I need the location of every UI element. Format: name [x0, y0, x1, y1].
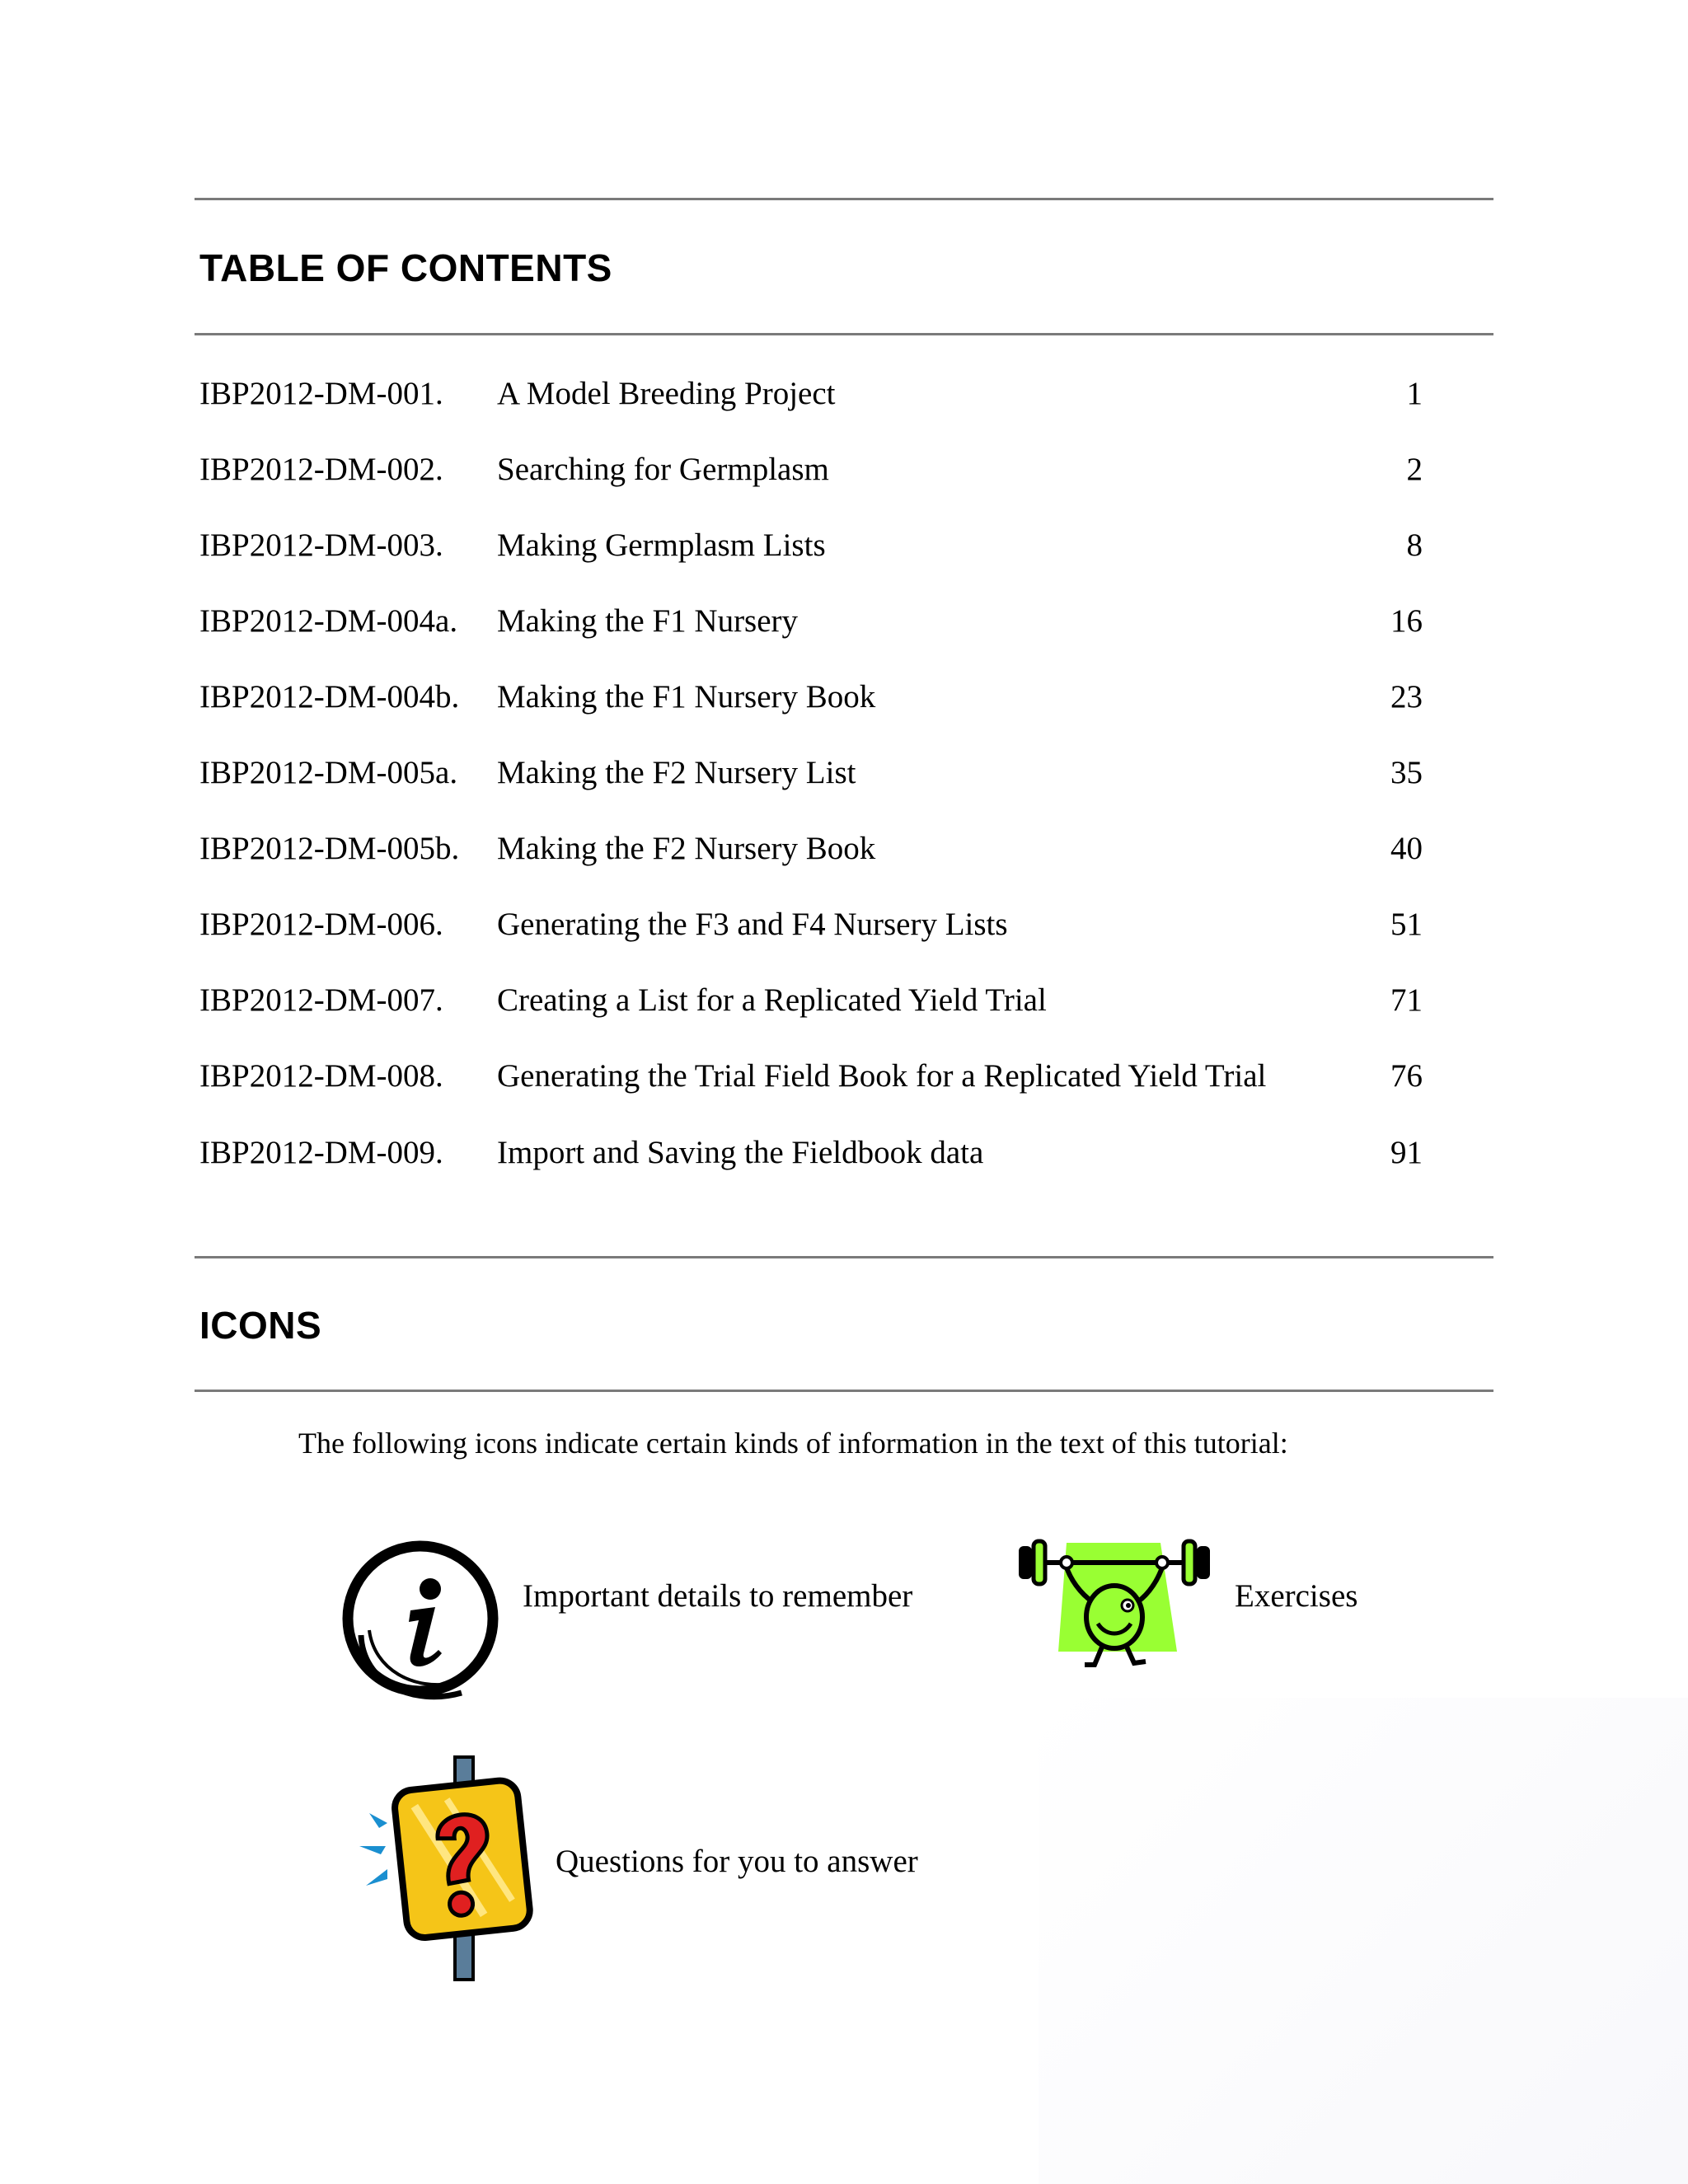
toc-entry-title: Creating a List for a Replicated Yield Trial [497, 982, 1047, 1018]
icons-intro: The following icons indicate certain kinds of information in the text of this tutorial: [298, 1427, 1288, 1460]
toc-entry[interactable] [0, 976, 1688, 1025]
background-shade [1039, 1698, 1688, 2184]
weightlifter-icon [1015, 1535, 1213, 1675]
toc-entry-code: IBP2012-DM-001. [199, 376, 443, 411]
question-sign-icon [354, 1754, 536, 1985]
toc-heading-rule [195, 333, 1493, 335]
info-icon [338, 1538, 503, 1707]
toc-entry-code: IBP2012-DM-005b. [199, 831, 460, 866]
toc-entry-code: IBP2012-DM-008. [199, 1058, 443, 1094]
toc-entry-code: IBP2012-DM-009. [199, 1135, 443, 1170]
toc-entry[interactable] [0, 900, 1688, 949]
toc-entry[interactable] [0, 673, 1688, 722]
toc-entry[interactable] [0, 1052, 1688, 1101]
toc-entry-title: Generating the Trial Field Book for a Replicated Yield Trial [497, 1058, 1267, 1094]
toc-entry-page: 51 [1390, 907, 1423, 942]
toc-entry-page: 8 [1406, 527, 1423, 563]
toc-entry-page: 23 [1390, 679, 1423, 715]
top-rule [195, 198, 1493, 200]
toc-entry-title: Generating the F3 and F4 Nursery Lists [497, 907, 1008, 942]
weightlifter-icon-label: Exercises [1235, 1578, 1358, 1614]
toc-heading: TABLE OF CONTENTS [199, 246, 612, 289]
toc-entry-page: 2 [1406, 452, 1423, 487]
toc-entry-title: Making the F1 Nursery [497, 603, 799, 639]
toc-entry-page: 71 [1390, 982, 1423, 1018]
toc-entry-code: IBP2012-DM-004a. [199, 603, 458, 639]
toc-entry-page: 1 [1406, 376, 1423, 411]
toc-entry[interactable] [0, 521, 1688, 570]
toc-entry-title: Making the F2 Nursery List [497, 755, 856, 790]
toc-entry-code: IBP2012-DM-004b. [199, 679, 460, 715]
toc-entry-title: Making the F2 Nursery Book [497, 831, 876, 866]
icons-heading: ICONS [199, 1304, 322, 1347]
toc-entry-page: 16 [1390, 603, 1423, 639]
toc-entry-code: IBP2012-DM-005a. [199, 755, 458, 790]
toc-entry-title: Making Germplasm Lists [497, 527, 826, 563]
toc-entry[interactable] [0, 369, 1688, 419]
toc-entry-page: 91 [1390, 1135, 1423, 1170]
question-sign-icon-label: Questions for you to answer [556, 1844, 918, 1879]
icons-top-rule [195, 1256, 1493, 1258]
toc-entry-page: 35 [1390, 755, 1423, 790]
toc-entry-title: Import and Saving the Fieldbook data [497, 1135, 984, 1170]
toc-entry-page: 76 [1390, 1058, 1423, 1094]
toc-entry[interactable] [0, 445, 1688, 494]
toc-entry-title: Making the F1 Nursery Book [497, 679, 876, 715]
toc-entry[interactable] [0, 597, 1688, 646]
toc-entry-title: A Model Breeding Project [497, 376, 836, 411]
toc-entry[interactable] [0, 748, 1688, 798]
toc-entry-code: IBP2012-DM-007. [199, 982, 443, 1018]
toc-entry-page: 40 [1390, 831, 1423, 866]
toc-entry-title: Searching for Germplasm [497, 452, 829, 487]
toc-entry-code: IBP2012-DM-002. [199, 452, 443, 487]
toc-entry[interactable] [0, 824, 1688, 874]
info-icon-label: Important details to remember [523, 1578, 913, 1614]
toc-entry-code: IBP2012-DM-003. [199, 527, 443, 563]
toc-entry[interactable] [0, 1128, 1688, 1178]
toc-entry-code: IBP2012-DM-006. [199, 907, 443, 942]
icons-heading-rule [195, 1390, 1493, 1392]
